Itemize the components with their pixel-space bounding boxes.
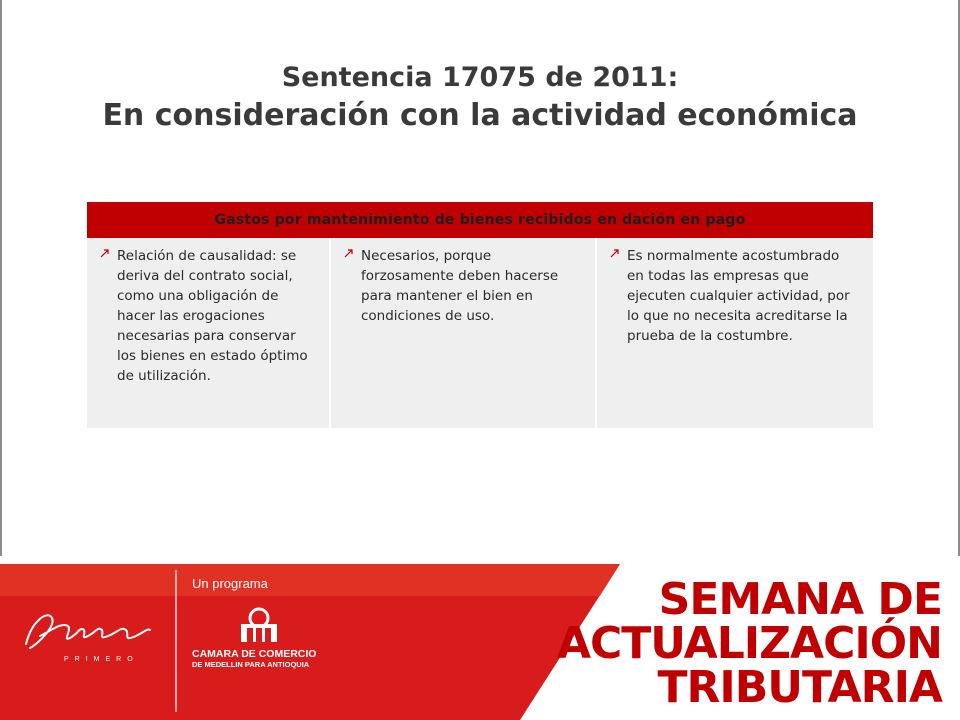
- cell-text: Es normalmente acostumbrado en todas las empresas que ejecuten cualquier actividad, por lo que no necesita acreditarse la prueba de la costumbre.: [627, 248, 850, 344]
- arrow-up-right-icon: [343, 247, 355, 259]
- camara-comercio-name: CAMARA DE COMERCIO: [192, 648, 317, 660]
- event-title: [522, 574, 942, 713]
- event-title-line-2: ACTUALIZACIÓN: [556, 618, 942, 669]
- camara-comercio-subtitle: DE MEDELLIN PARA ANTIOQUIA: [192, 660, 310, 669]
- program-label: Un programa: [192, 576, 268, 591]
- camara-comercio-logo: [236, 606, 282, 644]
- table-cell-causalidad: [87, 238, 331, 428]
- criteria-table: [87, 202, 873, 428]
- event-title-line-1: SEMANA DE: [658, 574, 942, 625]
- title-line-2: En consideración con la actividad económica: [102, 98, 858, 133]
- table-cell-necesarios: [331, 238, 597, 428]
- afiliados-subtitle: PRIMERO: [64, 656, 139, 663]
- table-body: [87, 238, 873, 428]
- cell-text: Relación de causalidad: se deriva del contrato social, como una obligación de hacer las erogaciones necesarias para conservar los bienes en estado óptimo de utilización.: [117, 248, 308, 384]
- cell-text: Necesarios, porque forzosamente deben hacerse para mantener el bien en condiciones de uso.: [361, 248, 559, 324]
- slide-title: [0, 60, 960, 136]
- table-header: Gastos por mantenimiento de bienes recibidos en dación en pago: [87, 202, 873, 238]
- title-line-1: Sentencia 17075 de 2011:: [281, 62, 679, 93]
- event-title-line-3: TRIBUTARIA: [657, 662, 942, 713]
- arrow-up-right-icon: [609, 247, 621, 259]
- arrow-up-right-icon: [99, 247, 111, 259]
- table-cell-costumbre: [597, 238, 873, 428]
